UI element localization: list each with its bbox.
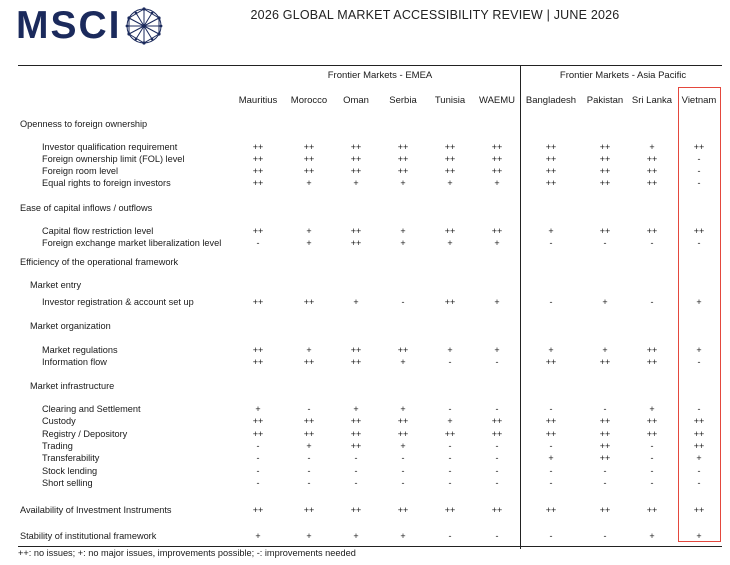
rating-cell: ++ [599, 416, 611, 426]
rating-cell: ++ [599, 505, 611, 515]
rating-cell: - [256, 453, 260, 463]
rating-cell: - [495, 466, 499, 476]
rating-cell: + [353, 297, 359, 307]
rating-cell: + [649, 142, 655, 152]
rating-cell: ++ [444, 429, 456, 439]
rating-cell: - [603, 238, 607, 248]
rating-cell: - [603, 531, 607, 541]
section-heading: Openness to foreign ownership [20, 119, 148, 129]
rating-cell: + [447, 345, 453, 355]
column-header-sri-lanka: Sri Lanka [631, 95, 673, 106]
rating-cell: + [447, 416, 453, 426]
rating-cell: ++ [303, 429, 315, 439]
rating-cell: + [400, 226, 406, 236]
rating-cell: - [549, 238, 553, 248]
rating-cell: - [650, 238, 654, 248]
column-header-pakistan: Pakistan [586, 95, 624, 106]
rating-cell: ++ [599, 429, 611, 439]
rating-cell: - [401, 478, 405, 488]
rating-cell: ++ [646, 416, 658, 426]
rating-cell: + [494, 178, 500, 188]
rating-cell: - [307, 453, 311, 463]
rating-cell: ++ [545, 416, 557, 426]
row-label: Registry / Depository [42, 429, 128, 439]
rating-cell: ++ [491, 226, 503, 236]
rating-cell: ++ [599, 154, 611, 164]
column-header-oman: Oman [343, 95, 369, 106]
rating-cell: - [448, 478, 452, 488]
row-label: Investor registration & account set up [42, 297, 194, 307]
rating-cell: ++ [599, 166, 611, 176]
rating-cell: - [495, 531, 499, 541]
report-title-text: 2026 GLOBAL MARKET ACCESSIBILITY REVIEW | JUNE 2026 [250, 8, 620, 22]
rating-cell: - [256, 478, 260, 488]
rating-cell: ++ [491, 505, 503, 515]
rating-cell: - [448, 357, 452, 367]
row-label: Foreign exchange market liberalization level [42, 238, 222, 248]
rating-cell: ++ [545, 178, 557, 188]
rating-cell: ++ [252, 345, 264, 355]
rating-cell: ++ [252, 429, 264, 439]
rating-cell: - [650, 297, 654, 307]
rating-cell: ++ [350, 226, 362, 236]
rating-cell: - [697, 178, 701, 188]
rating-cell: ++ [693, 505, 705, 515]
column-header-tunisia: Tunisia [434, 95, 466, 106]
section-heading: Ease of capital inflows / outflows [20, 203, 153, 213]
rating-cell: ++ [646, 345, 658, 355]
rating-cell: ++ [545, 429, 557, 439]
rating-cell: - [354, 453, 358, 463]
rating-cell: ++ [599, 441, 611, 451]
rating-cell: + [548, 345, 554, 355]
rating-cell: ++ [303, 166, 315, 176]
rating-cell: ++ [350, 505, 362, 515]
rating-cell: + [400, 531, 406, 541]
rating-cell: ++ [303, 297, 315, 307]
rating-cell: - [603, 466, 607, 476]
rating-cell: - [697, 357, 701, 367]
row-label: Foreign ownership limit (FOL) level [42, 154, 185, 164]
column-header-morocco: Morocco [290, 95, 328, 106]
row-label: Trading [42, 441, 73, 451]
rating-cell: ++ [599, 142, 611, 152]
rating-cell: ++ [397, 142, 409, 152]
group-divider [520, 66, 521, 549]
rating-cell: - [549, 531, 553, 541]
rating-cell: + [306, 345, 312, 355]
rating-cell: + [353, 178, 359, 188]
rating-cell: + [353, 531, 359, 541]
rating-cell: - [401, 453, 405, 463]
row-label: Stability of institutional framework [20, 531, 157, 541]
rating-cell: - [697, 478, 701, 488]
rating-cell: ++ [646, 357, 658, 367]
top-rule [18, 65, 722, 66]
rating-cell: + [447, 178, 453, 188]
rating-cell: ++ [303, 416, 315, 426]
rating-cell: + [649, 531, 655, 541]
report-title [0, 8, 730, 22]
rating-cell: ++ [545, 166, 557, 176]
rating-cell: ++ [303, 357, 315, 367]
rating-cell: - [549, 466, 553, 476]
rating-cell: - [354, 478, 358, 488]
rating-cell: ++ [646, 166, 658, 176]
rating-cell: - [401, 466, 405, 476]
rating-cell: - [256, 441, 260, 451]
rating-cell: ++ [646, 505, 658, 515]
rating-cell: ++ [350, 345, 362, 355]
rating-cell: + [494, 345, 500, 355]
rating-cell: ++ [303, 142, 315, 152]
column-header-vietnam: Vietnam [681, 95, 717, 106]
rating-cell: - [549, 404, 553, 414]
rating-cell: - [401, 297, 405, 307]
rating-cell: ++ [350, 429, 362, 439]
row-label: Availability of Investment Instruments [20, 505, 172, 515]
rating-cell: ++ [252, 416, 264, 426]
rating-cell: + [306, 178, 312, 188]
row-label: Custody [42, 416, 76, 426]
rating-cell: ++ [646, 154, 658, 164]
rating-cell: + [306, 226, 312, 236]
rating-cell: ++ [599, 357, 611, 367]
rating-cell: + [400, 404, 406, 414]
rating-cell: ++ [444, 505, 456, 515]
rating-cell: ++ [646, 429, 658, 439]
rating-cell: ++ [252, 505, 264, 515]
group-title-apac: Frontier Markets - Asia Pacific [559, 70, 687, 81]
rating-cell: + [602, 297, 608, 307]
rating-cell: + [696, 453, 702, 463]
legend-footnote: ++: no issues; +: no major issues, improvements possible; -: improvements needed [18, 548, 356, 558]
rating-cell: - [495, 453, 499, 463]
rating-cell: ++ [252, 226, 264, 236]
rating-cell: - [650, 441, 654, 451]
rating-cell: ++ [350, 357, 362, 367]
rating-cell: ++ [252, 357, 264, 367]
rating-cell: - [448, 466, 452, 476]
row-label: Equal rights to foreign investors [42, 178, 171, 188]
rating-cell: ++ [397, 345, 409, 355]
rating-cell: ++ [444, 226, 456, 236]
rating-cell: ++ [397, 166, 409, 176]
rating-cell: - [603, 478, 607, 488]
rating-cell: - [448, 441, 452, 451]
rating-cell: - [650, 453, 654, 463]
row-label: Short selling [42, 478, 93, 488]
rating-cell: ++ [599, 178, 611, 188]
row-label: Foreign room level [42, 166, 119, 176]
rating-cell: + [548, 453, 554, 463]
row-label: Investor qualification requirement [42, 142, 178, 152]
rating-cell: + [306, 531, 312, 541]
msci-logo: MSCI [16, 4, 122, 47]
row-label: Capital flow restriction level [42, 226, 154, 236]
rating-cell: ++ [444, 297, 456, 307]
column-header-waemu: WAEMU [478, 95, 516, 106]
row-label: Stock lending [42, 466, 98, 476]
section-heading: Market organization [30, 321, 111, 331]
rating-cell: ++ [444, 142, 456, 152]
rating-cell: ++ [397, 429, 409, 439]
rating-cell: ++ [545, 154, 557, 164]
rating-cell: - [603, 404, 607, 414]
rating-cell: ++ [491, 429, 503, 439]
rating-cell: ++ [350, 238, 362, 248]
row-label: Market regulations [42, 345, 118, 355]
rating-cell: ++ [545, 505, 557, 515]
rating-cell: - [495, 478, 499, 488]
rating-cell: ++ [693, 441, 705, 451]
rating-cell: ++ [252, 178, 264, 188]
rating-cell: - [448, 531, 452, 541]
rating-cell: - [495, 357, 499, 367]
rating-cell: + [649, 404, 655, 414]
rating-cell: ++ [350, 142, 362, 152]
rating-cell: - [307, 478, 311, 488]
rating-cell: ++ [693, 142, 705, 152]
row-label: Transferability [42, 453, 100, 463]
rating-cell: ++ [252, 166, 264, 176]
rating-cell: - [650, 478, 654, 488]
rating-cell: - [256, 238, 260, 248]
rating-cell: + [400, 357, 406, 367]
column-header-mauritius: Mauritius [238, 95, 278, 106]
rating-cell: + [447, 238, 453, 248]
rating-cell: ++ [303, 154, 315, 164]
rating-cell: - [354, 466, 358, 476]
rating-cell: ++ [491, 166, 503, 176]
rating-cell: ++ [303, 505, 315, 515]
rating-cell: - [697, 404, 701, 414]
rating-cell: ++ [397, 154, 409, 164]
rating-cell: + [494, 297, 500, 307]
group-title-emea: Frontier Markets - EMEA [327, 70, 433, 81]
row-label: Information flow [42, 357, 107, 367]
rating-cell: - [256, 466, 260, 476]
rating-cell: + [602, 345, 608, 355]
rating-cell: ++ [491, 154, 503, 164]
rating-cell: - [495, 441, 499, 451]
rating-cell: ++ [252, 154, 264, 164]
rating-cell: ++ [646, 178, 658, 188]
section-heading: Market infrastructure [30, 381, 115, 391]
rating-cell: - [697, 166, 701, 176]
rating-cell: ++ [599, 453, 611, 463]
rating-cell: - [549, 297, 553, 307]
rating-cell: + [353, 404, 359, 414]
rating-cell: - [307, 466, 311, 476]
rating-cell: - [307, 404, 311, 414]
rating-cell: + [306, 238, 312, 248]
rating-cell: ++ [693, 226, 705, 236]
rating-cell: ++ [444, 166, 456, 176]
rating-cell: ++ [491, 416, 503, 426]
rating-cell: ++ [545, 357, 557, 367]
rating-cell: ++ [350, 441, 362, 451]
rating-cell: + [400, 441, 406, 451]
rating-cell: ++ [491, 142, 503, 152]
rating-cell: + [400, 178, 406, 188]
rating-cell: - [448, 404, 452, 414]
rating-cell: + [255, 531, 261, 541]
rating-cell: - [549, 478, 553, 488]
rating-cell: ++ [397, 505, 409, 515]
rating-cell: + [306, 441, 312, 451]
rating-cell: - [549, 441, 553, 451]
rating-cell: + [400, 238, 406, 248]
column-header-bangladesh: Bangladesh [525, 95, 577, 106]
rating-cell: + [548, 226, 554, 236]
rating-cell: ++ [444, 154, 456, 164]
rating-cell: + [696, 531, 702, 541]
rating-cell: ++ [252, 142, 264, 152]
rating-cell: ++ [350, 154, 362, 164]
rating-cell: ++ [646, 226, 658, 236]
rating-cell: - [697, 238, 701, 248]
rating-cell: ++ [693, 416, 705, 426]
section-heading: Market entry [30, 280, 82, 290]
section-heading: Efficiency of the operational framework [20, 257, 179, 267]
rating-cell: ++ [693, 429, 705, 439]
rating-cell: - [495, 404, 499, 414]
column-header-serbia: Serbia [389, 95, 417, 106]
rating-cell: - [650, 466, 654, 476]
rating-cell: - [448, 453, 452, 463]
rating-cell: - [697, 154, 701, 164]
rating-cell: ++ [252, 297, 264, 307]
rating-cell: ++ [397, 416, 409, 426]
rating-cell: ++ [599, 226, 611, 236]
row-label: Clearing and Settlement [42, 404, 141, 414]
bottom-rule [18, 546, 722, 547]
rating-cell: ++ [350, 166, 362, 176]
rating-cell: + [696, 345, 702, 355]
rating-cell: ++ [350, 416, 362, 426]
rating-cell: - [697, 466, 701, 476]
rating-cell: + [255, 404, 261, 414]
rating-cell: + [696, 297, 702, 307]
rating-cell: ++ [545, 142, 557, 152]
rating-cell: + [494, 238, 500, 248]
